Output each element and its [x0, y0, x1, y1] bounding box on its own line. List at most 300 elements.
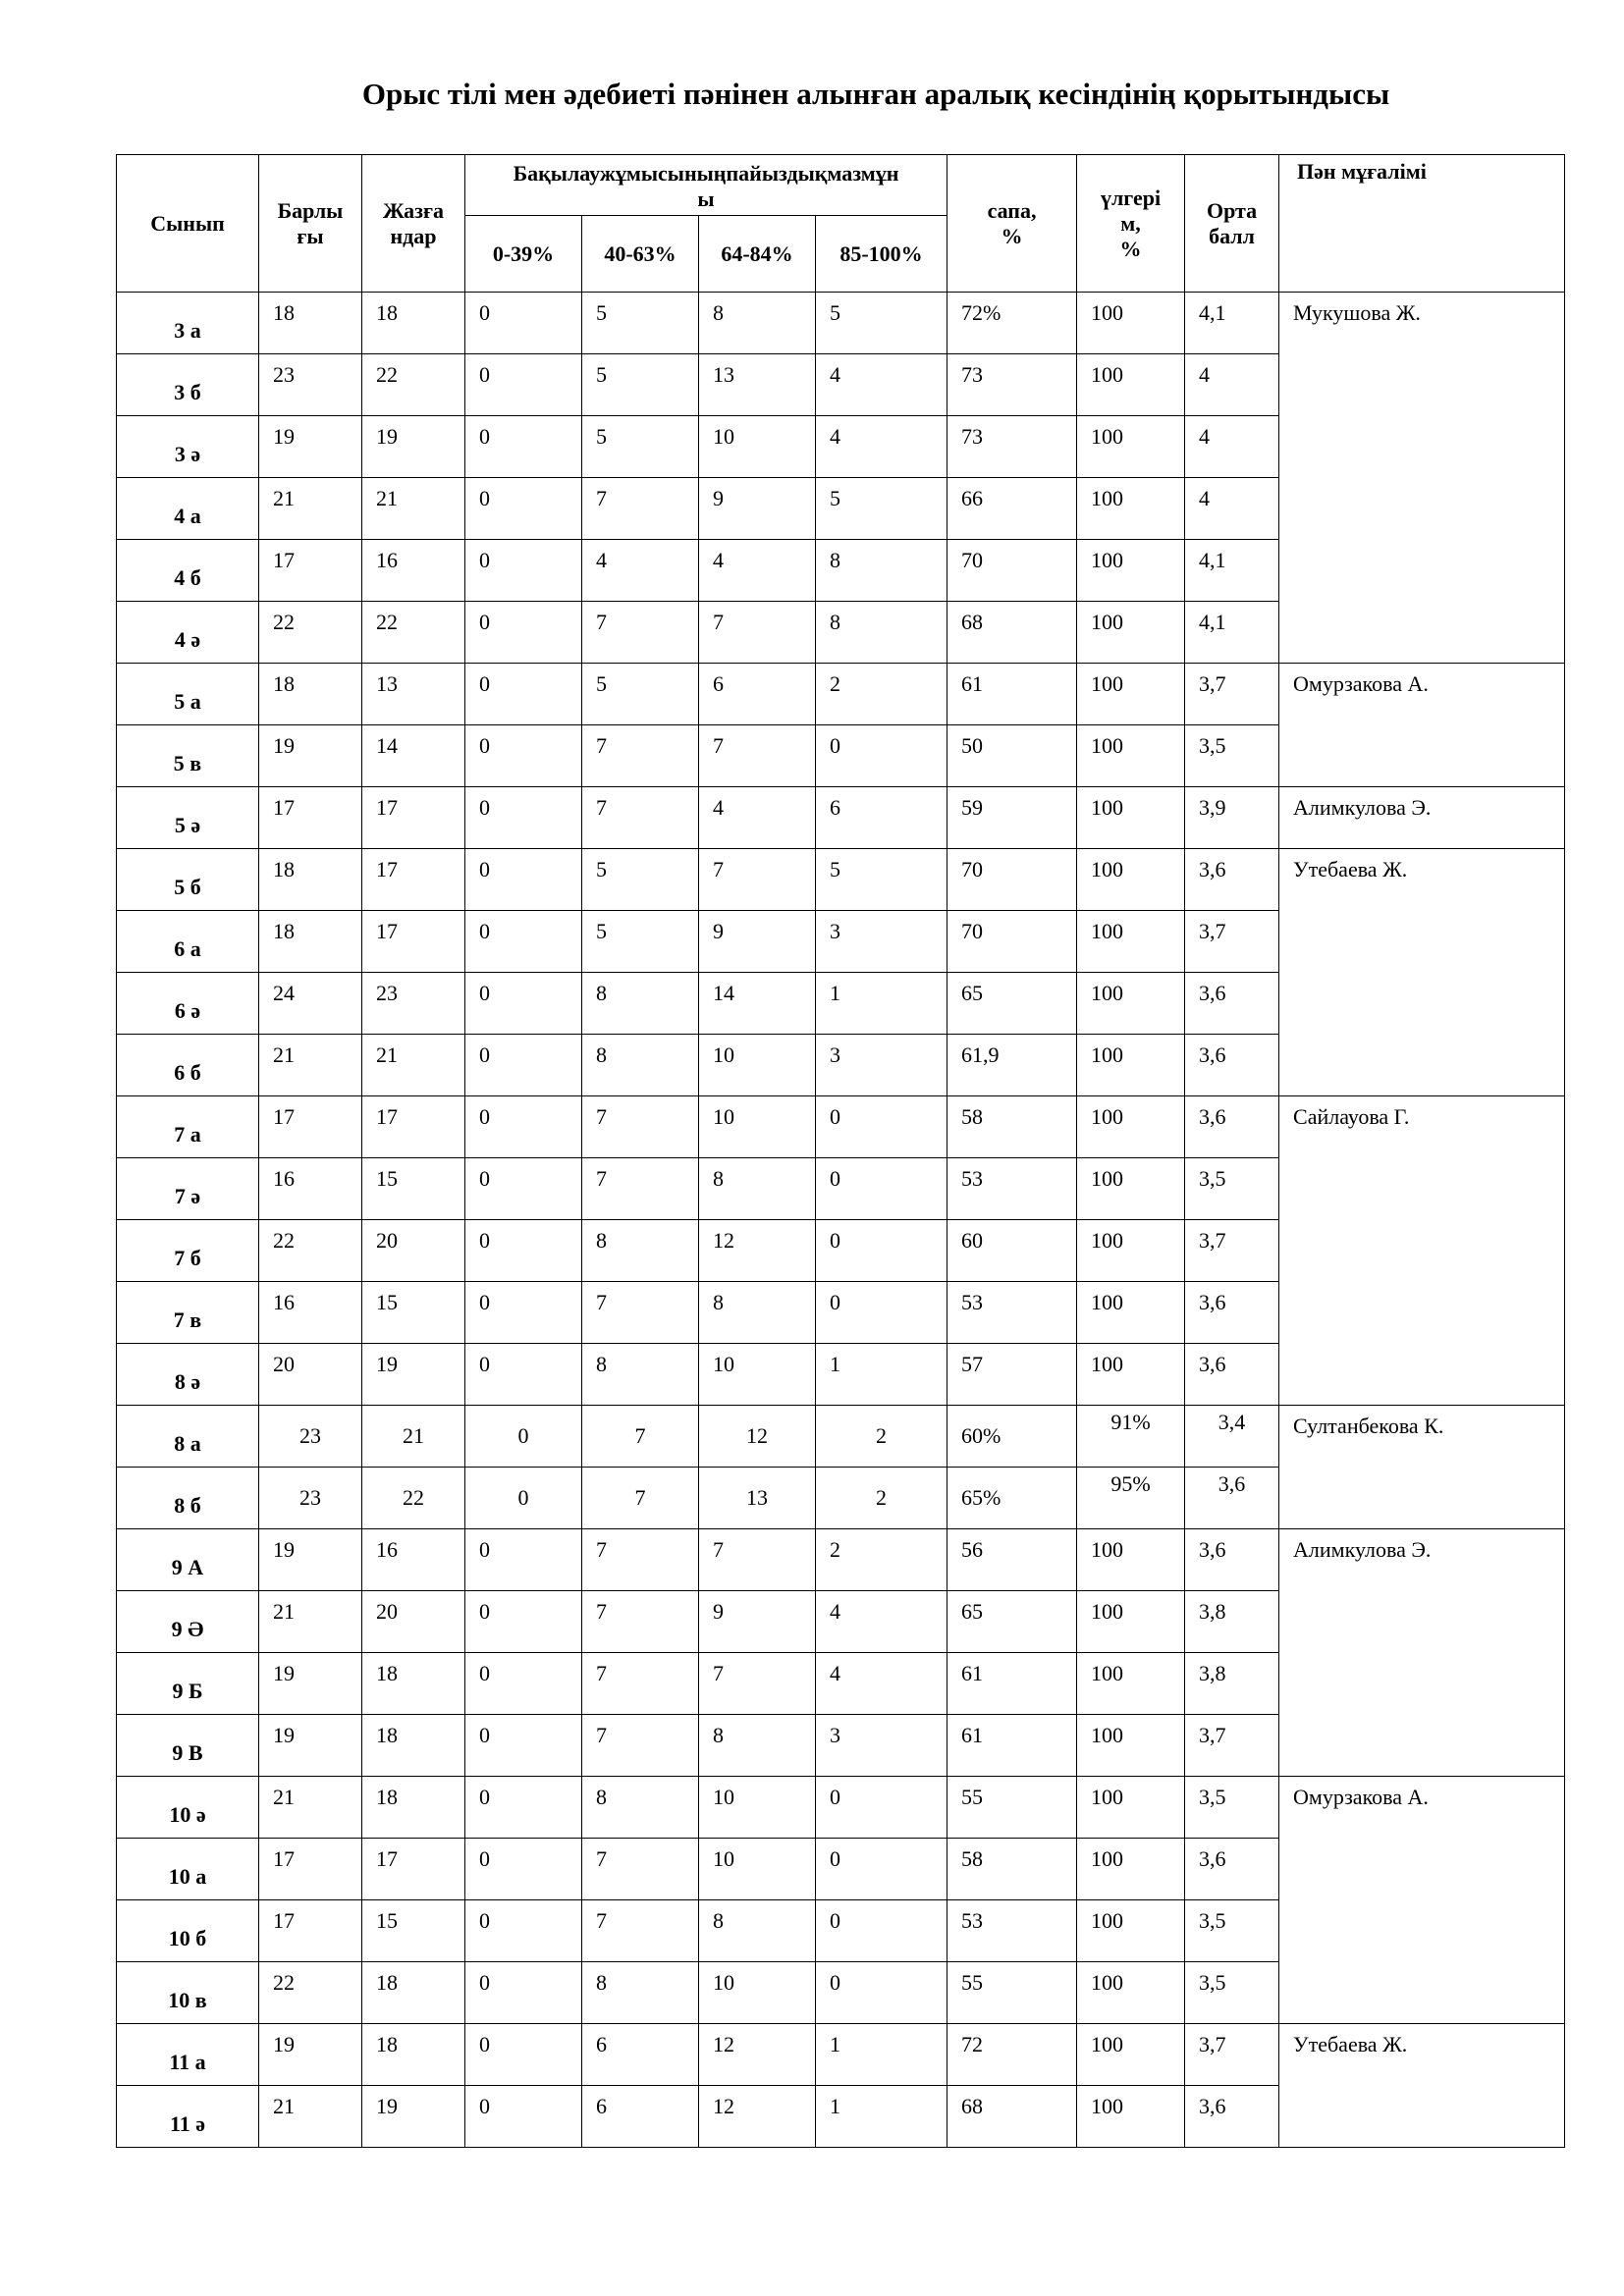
value-cell: 73 [947, 354, 1077, 416]
class-cell: 5 а [117, 664, 259, 725]
table-row [117, 1777, 1565, 1839]
table-row [117, 1529, 1565, 1591]
col-header-range-85-100: 85-100% [816, 216, 947, 293]
class-cell: 3 б [117, 354, 259, 416]
value-cell: 17 [362, 1096, 465, 1158]
value-cell: 4,1 [1185, 293, 1279, 354]
value-cell: 100 [1077, 293, 1185, 354]
value-cell: 58 [947, 1839, 1077, 1900]
class-cell: 3 а [117, 293, 259, 354]
col-header-range-0-39: 0-39% [465, 216, 582, 293]
value-cell: 53 [947, 1900, 1077, 1962]
value-cell: 14 [699, 973, 816, 1035]
value-cell: 58 [947, 1096, 1077, 1158]
value-cell: 0 [816, 725, 947, 787]
col-header-quality: сапа, % [947, 155, 1077, 293]
value-cell: 0 [465, 787, 582, 849]
value-cell: 15 [362, 1158, 465, 1220]
value-cell: 61 [947, 1715, 1077, 1777]
class-cell: 9 Б [117, 1653, 259, 1715]
value-cell: 18 [362, 1962, 465, 2024]
value-cell: 61 [947, 664, 1077, 725]
value-cell: 0 [465, 973, 582, 1035]
teacher-cell: Омурзакова А. [1279, 1777, 1565, 2024]
value-cell: 8 [582, 1035, 699, 1096]
value-cell: 7 [582, 725, 699, 787]
value-cell: 14 [362, 725, 465, 787]
table-row [117, 293, 1565, 354]
value-cell: 7 [582, 1839, 699, 1900]
value-cell: 10 [699, 1344, 816, 1406]
value-cell: 12 [699, 1220, 816, 1282]
col-header-wrote: Жазға ндар [362, 155, 465, 293]
value-cell: 100 [1077, 787, 1185, 849]
value-cell: 100 [1077, 1653, 1185, 1715]
value-cell: 7 [582, 1900, 699, 1962]
value-cell: 55 [947, 1777, 1077, 1839]
value-cell: 15 [362, 1900, 465, 1962]
teacher-cell: Утебаева Ж. [1279, 849, 1565, 1096]
value-cell: 100 [1077, 1900, 1185, 1962]
value-cell: 0 [465, 1035, 582, 1096]
teacher-cell: Омурзакова А. [1279, 664, 1565, 787]
value-cell: 7 [582, 1282, 699, 1344]
value-cell: 23 [259, 1468, 362, 1529]
value-cell: 10 [699, 416, 816, 478]
value-cell: 3,4 [1185, 1406, 1279, 1468]
value-cell: 5 [582, 293, 699, 354]
class-cell: 9 Ә [117, 1591, 259, 1653]
value-cell: 0 [465, 849, 582, 911]
value-cell: 7 [582, 1653, 699, 1715]
class-cell: 5 б [117, 849, 259, 911]
col-header-class: Сынып [117, 155, 259, 293]
class-cell: 8 ә [117, 1344, 259, 1406]
value-cell: 3,6 [1185, 1282, 1279, 1344]
value-cell: 0 [465, 1406, 582, 1468]
value-cell: 21 [259, 1035, 362, 1096]
value-cell: 7 [582, 602, 699, 664]
value-cell: 20 [362, 1591, 465, 1653]
value-cell: 100 [1077, 540, 1185, 602]
value-cell: 5 [582, 911, 699, 973]
class-cell: 11 ә [117, 2086, 259, 2148]
value-cell: 6 [699, 664, 816, 725]
value-cell: 17 [259, 1096, 362, 1158]
value-cell: 5 [582, 849, 699, 911]
value-cell: 4 [816, 354, 947, 416]
value-cell: 18 [362, 1777, 465, 1839]
value-cell: 100 [1077, 1158, 1185, 1220]
table-row [117, 1406, 1565, 1468]
value-cell: 8 [699, 1900, 816, 1962]
value-cell: 0 [465, 911, 582, 973]
class-cell: 8 б [117, 1468, 259, 1529]
value-cell: 61 [947, 1653, 1077, 1715]
value-cell: 65 [947, 973, 1077, 1035]
value-cell: 16 [259, 1282, 362, 1344]
value-cell: 10 [699, 1096, 816, 1158]
value-cell: 3,7 [1185, 1715, 1279, 1777]
value-cell: 5 [816, 293, 947, 354]
value-cell: 22 [259, 1220, 362, 1282]
value-cell: 7 [582, 1158, 699, 1220]
value-cell: 18 [259, 293, 362, 354]
value-cell: 0 [465, 2086, 582, 2148]
value-cell: 19 [259, 416, 362, 478]
value-cell: 59 [947, 787, 1077, 849]
value-cell: 56 [947, 1529, 1077, 1591]
value-cell: 18 [259, 849, 362, 911]
value-cell: 55 [947, 1962, 1077, 2024]
value-cell: 22 [259, 1962, 362, 2024]
value-cell: 100 [1077, 2086, 1185, 2148]
value-cell: 3,9 [1185, 787, 1279, 849]
value-cell: 17 [362, 787, 465, 849]
value-cell: 61,9 [947, 1035, 1077, 1096]
value-cell: 3,7 [1185, 911, 1279, 973]
value-cell: 0 [465, 1839, 582, 1900]
value-cell: 3,6 [1185, 1529, 1279, 1591]
value-cell: 100 [1077, 849, 1185, 911]
value-cell: 8 [582, 1777, 699, 1839]
value-cell: 70 [947, 540, 1077, 602]
class-cell: 4 б [117, 540, 259, 602]
value-cell: 0 [465, 1468, 582, 1529]
value-cell: 100 [1077, 1282, 1185, 1344]
teacher-cell: Султанбекова К. [1279, 1406, 1565, 1529]
value-cell: 0 [816, 1282, 947, 1344]
value-cell: 0 [465, 1158, 582, 1220]
value-cell: 6 [582, 2086, 699, 2148]
value-cell: 4 [816, 416, 947, 478]
value-cell: 0 [465, 1715, 582, 1777]
value-cell: 7 [699, 725, 816, 787]
value-cell: 5 [582, 664, 699, 725]
value-cell: 3,8 [1185, 1591, 1279, 1653]
value-cell: 4 [816, 1653, 947, 1715]
value-cell: 100 [1077, 1962, 1185, 2024]
value-cell: 7 [699, 1653, 816, 1715]
value-cell: 0 [816, 1962, 947, 2024]
value-cell: 23 [259, 354, 362, 416]
value-cell: 3,5 [1185, 1158, 1279, 1220]
value-cell: 3,6 [1185, 2086, 1279, 2148]
value-cell: 100 [1077, 1777, 1185, 1839]
value-cell: 60% [947, 1406, 1077, 1468]
value-cell: 17 [259, 787, 362, 849]
value-cell: 65 [947, 1591, 1077, 1653]
value-cell: 0 [465, 478, 582, 540]
class-cell: 7 ә [117, 1158, 259, 1220]
value-cell: 5 [816, 478, 947, 540]
value-cell: 19 [259, 1529, 362, 1591]
value-cell: 13 [699, 1468, 816, 1529]
class-cell: 10 ә [117, 1777, 259, 1839]
value-cell: 70 [947, 849, 1077, 911]
value-cell: 3,7 [1185, 2024, 1279, 2086]
value-cell: 22 [362, 602, 465, 664]
value-cell: 3,6 [1185, 1839, 1279, 1900]
value-cell: 0 [465, 540, 582, 602]
value-cell: 7 [582, 1529, 699, 1591]
value-cell: 22 [362, 1468, 465, 1529]
class-cell: 10 а [117, 1839, 259, 1900]
value-cell: 13 [699, 354, 816, 416]
value-cell: 100 [1077, 973, 1185, 1035]
value-cell: 0 [465, 1282, 582, 1344]
value-cell: 53 [947, 1158, 1077, 1220]
value-cell: 13 [362, 664, 465, 725]
value-cell: 4 [699, 787, 816, 849]
value-cell: 22 [362, 354, 465, 416]
value-cell: 4 [1185, 354, 1279, 416]
value-cell: 7 [582, 1096, 699, 1158]
value-cell: 4 [1185, 416, 1279, 478]
value-cell: 8 [582, 1220, 699, 1282]
value-cell: 7 [699, 849, 816, 911]
class-cell: 11 а [117, 2024, 259, 2086]
teacher-cell: Утебаева Ж. [1279, 2024, 1565, 2148]
value-cell: 23 [362, 973, 465, 1035]
value-cell: 18 [259, 911, 362, 973]
value-cell: 6 [816, 787, 947, 849]
value-cell: 4 [699, 540, 816, 602]
value-cell: 10 [699, 1839, 816, 1900]
value-cell: 3,5 [1185, 1962, 1279, 2024]
class-cell: 10 б [117, 1900, 259, 1962]
value-cell: 0 [465, 602, 582, 664]
value-cell: 100 [1077, 354, 1185, 416]
value-cell: 3,5 [1185, 1777, 1279, 1839]
value-cell: 57 [947, 1344, 1077, 1406]
value-cell: 7 [582, 1591, 699, 1653]
value-cell: 5 [582, 354, 699, 416]
value-cell: 91% [1077, 1406, 1185, 1468]
class-cell: 9 В [117, 1715, 259, 1777]
value-cell: 2 [816, 1529, 947, 1591]
value-cell: 0 [465, 2024, 582, 2086]
value-cell: 0 [465, 1777, 582, 1839]
value-cell: 9 [699, 1591, 816, 1653]
value-cell: 66 [947, 478, 1077, 540]
value-cell: 100 [1077, 2024, 1185, 2086]
value-cell: 0 [465, 354, 582, 416]
value-cell: 16 [259, 1158, 362, 1220]
col-header-range-40-63: 40-63% [582, 216, 699, 293]
value-cell: 100 [1077, 664, 1185, 725]
value-cell: 21 [259, 478, 362, 540]
value-cell: 22 [259, 602, 362, 664]
value-cell: 16 [362, 1529, 465, 1591]
table-row [117, 664, 1565, 725]
value-cell: 60 [947, 1220, 1077, 1282]
col-header-teacher: Пән мұғалімі [1279, 155, 1565, 293]
class-cell: 4 ә [117, 602, 259, 664]
value-cell: 100 [1077, 478, 1185, 540]
value-cell: 8 [699, 293, 816, 354]
value-cell: 0 [816, 1096, 947, 1158]
class-cell: 7 б [117, 1220, 259, 1282]
value-cell: 20 [259, 1344, 362, 1406]
value-cell: 100 [1077, 1096, 1185, 1158]
value-cell: 65% [947, 1468, 1077, 1529]
class-cell: 6 а [117, 911, 259, 973]
value-cell: 100 [1077, 1591, 1185, 1653]
value-cell: 0 [465, 1344, 582, 1406]
header-row [117, 155, 1565, 216]
value-cell: 21 [259, 2086, 362, 2148]
value-cell: 53 [947, 1282, 1077, 1344]
value-cell: 4,1 [1185, 540, 1279, 602]
class-cell: 7 а [117, 1096, 259, 1158]
value-cell: 7 [582, 1406, 699, 1468]
table-row [117, 2024, 1565, 2086]
value-cell: 7 [699, 1529, 816, 1591]
value-cell: 0 [465, 1529, 582, 1591]
value-cell: 9 [699, 478, 816, 540]
value-cell: 12 [699, 2086, 816, 2148]
value-cell: 68 [947, 602, 1077, 664]
class-cell: 5 в [117, 725, 259, 787]
value-cell: 21 [362, 1406, 465, 1468]
value-cell: 19 [259, 1653, 362, 1715]
value-cell: 19 [259, 2024, 362, 2086]
value-cell: 12 [699, 2024, 816, 2086]
value-cell: 17 [259, 1839, 362, 1900]
value-cell: 6 [582, 2024, 699, 2086]
value-cell: 4 [816, 1591, 947, 1653]
teacher-cell: Алимкулова Э. [1279, 787, 1565, 849]
value-cell: 3,6 [1185, 849, 1279, 911]
value-cell: 0 [816, 1839, 947, 1900]
value-cell: 9 [699, 911, 816, 973]
value-cell: 2 [816, 664, 947, 725]
document-title: Орыс тілі мен әдебиеті пәнінен алынған аралық кесіндінің қорытындысы [361, 77, 1390, 111]
table-row [117, 787, 1565, 849]
value-cell: 10 [699, 1962, 816, 2024]
value-cell: 19 [362, 2086, 465, 2148]
value-cell: 70 [947, 911, 1077, 973]
class-cell: 4 а [117, 478, 259, 540]
value-cell: 0 [465, 1096, 582, 1158]
value-cell: 8 [699, 1715, 816, 1777]
value-cell: 95% [1077, 1468, 1185, 1529]
col-header-range-64-84: 64-84% [699, 216, 816, 293]
value-cell: 3,6 [1185, 973, 1279, 1035]
value-cell: 3 [816, 911, 947, 973]
class-cell: 7 в [117, 1282, 259, 1344]
value-cell: 19 [362, 416, 465, 478]
class-cell: 5 ә [117, 787, 259, 849]
value-cell: 3,7 [1185, 664, 1279, 725]
value-cell: 2 [816, 1406, 947, 1468]
col-header-total: Барлы ғы [259, 155, 362, 293]
value-cell: 21 [362, 478, 465, 540]
class-cell: 10 в [117, 1962, 259, 2024]
value-cell: 7 [582, 478, 699, 540]
class-cell: 8 а [117, 1406, 259, 1468]
value-cell: 21 [259, 1777, 362, 1839]
value-cell: 0 [816, 1158, 947, 1220]
col-header-avg: Орта балл [1185, 155, 1279, 293]
value-cell: 3,6 [1185, 1344, 1279, 1406]
value-cell: 3 [816, 1035, 947, 1096]
value-cell: 0 [465, 1900, 582, 1962]
value-cell: 72 [947, 2024, 1077, 2086]
value-cell: 0 [816, 1777, 947, 1839]
value-cell: 100 [1077, 1839, 1185, 1900]
value-cell: 3,6 [1185, 1468, 1279, 1529]
value-cell: 100 [1077, 1344, 1185, 1406]
value-cell: 0 [465, 416, 582, 478]
value-cell: 15 [362, 1282, 465, 1344]
value-cell: 3,6 [1185, 1096, 1279, 1158]
value-cell: 7 [582, 1468, 699, 1529]
value-cell: 0 [465, 1591, 582, 1653]
value-cell: 100 [1077, 1715, 1185, 1777]
value-cell: 18 [259, 664, 362, 725]
value-cell: 17 [362, 911, 465, 973]
value-cell: 0 [465, 1220, 582, 1282]
value-cell: 68 [947, 2086, 1077, 2148]
table-body [117, 293, 1565, 2148]
value-cell: 16 [362, 540, 465, 602]
class-cell: 6 б [117, 1035, 259, 1096]
value-cell: 18 [362, 2024, 465, 2086]
teacher-cell: Мукушова Ж. [1279, 293, 1565, 664]
value-cell: 50 [947, 725, 1077, 787]
value-cell: 0 [816, 1900, 947, 1962]
value-cell: 18 [362, 293, 465, 354]
value-cell: 21 [259, 1591, 362, 1653]
value-cell: 8 [699, 1158, 816, 1220]
value-cell: 8 [582, 973, 699, 1035]
value-cell: 5 [582, 416, 699, 478]
class-cell: 9 А [117, 1529, 259, 1591]
value-cell: 17 [362, 1839, 465, 1900]
value-cell: 1 [816, 2024, 947, 2086]
value-cell: 10 [699, 1035, 816, 1096]
value-cell: 100 [1077, 725, 1185, 787]
class-cell: 3 ә [117, 416, 259, 478]
value-cell: 18 [362, 1653, 465, 1715]
value-cell: 100 [1077, 1529, 1185, 1591]
value-cell: 17 [362, 849, 465, 911]
value-cell: 7 [582, 1715, 699, 1777]
table-row [117, 1096, 1565, 1158]
value-cell: 0 [465, 664, 582, 725]
value-cell: 100 [1077, 416, 1185, 478]
value-cell: 0 [465, 293, 582, 354]
table-row [117, 849, 1565, 911]
value-cell: 3,8 [1185, 1653, 1279, 1715]
value-cell: 8 [699, 1282, 816, 1344]
value-cell: 73 [947, 416, 1077, 478]
value-cell: 17 [259, 540, 362, 602]
value-cell: 23 [259, 1406, 362, 1468]
value-cell: 4 [1185, 478, 1279, 540]
value-cell: 19 [362, 1344, 465, 1406]
value-cell: 8 [816, 602, 947, 664]
value-cell: 100 [1077, 1035, 1185, 1096]
value-cell: 18 [362, 1715, 465, 1777]
value-cell: 2 [816, 1468, 947, 1529]
teacher-cell: Сайлауова Г. [1279, 1096, 1565, 1406]
value-cell: 7 [582, 787, 699, 849]
value-cell: 19 [259, 1715, 362, 1777]
value-cell: 3 [816, 1715, 947, 1777]
